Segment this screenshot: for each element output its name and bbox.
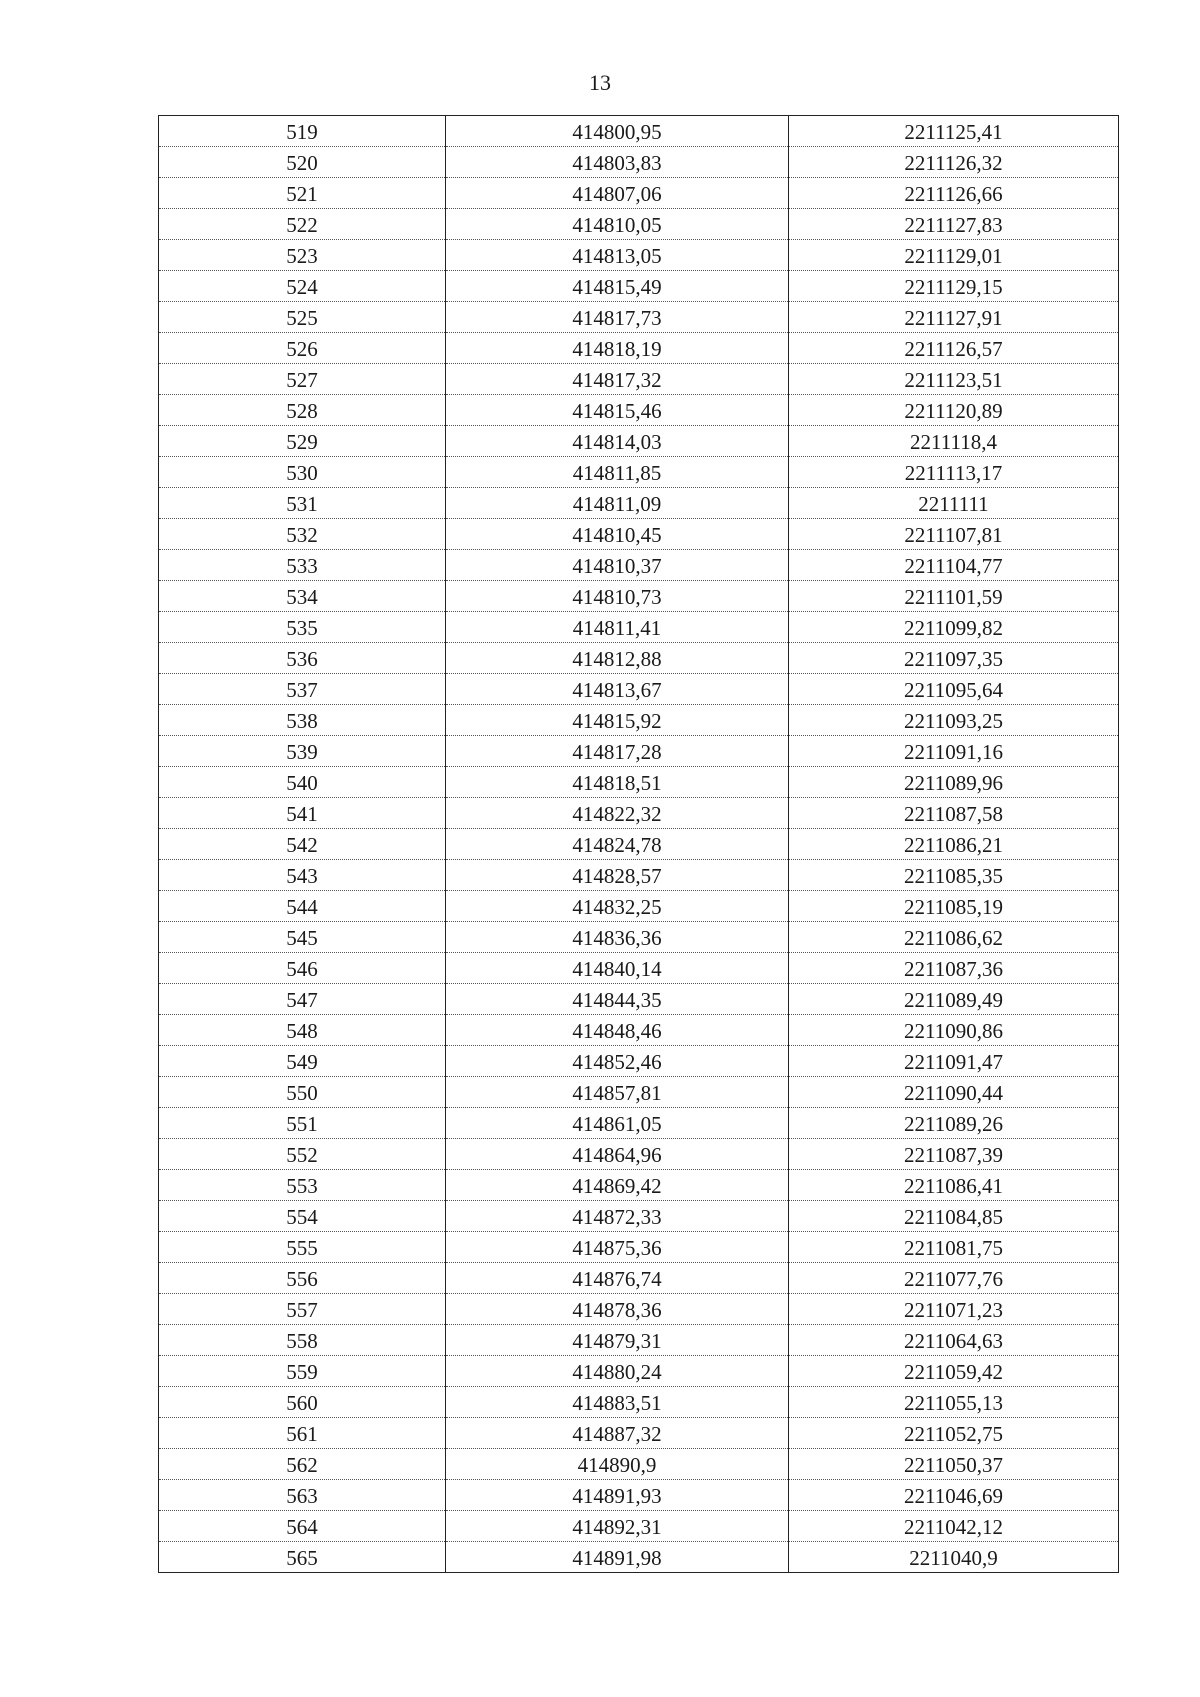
point-number-cell: 549 [159, 1046, 446, 1077]
x-coordinate-cell: 414812,88 [446, 643, 789, 674]
x-coordinate-cell: 414883,51 [446, 1387, 789, 1418]
table-row [159, 1263, 1119, 1294]
table-row [159, 1108, 1119, 1139]
x-coordinate-cell: 414832,25 [446, 891, 789, 922]
point-number-cell: 563 [159, 1480, 446, 1511]
y-coordinate-cell: 2211077,76 [789, 1263, 1119, 1294]
x-coordinate-cell: 414807,06 [446, 178, 789, 209]
point-number-cell: 557 [159, 1294, 446, 1325]
point-number-cell: 535 [159, 612, 446, 643]
table-row [159, 984, 1119, 1015]
x-coordinate-cell: 414861,05 [446, 1108, 789, 1139]
x-coordinate-cell: 414810,37 [446, 550, 789, 581]
x-coordinate-cell: 414828,57 [446, 860, 789, 891]
y-coordinate-cell: 2211127,91 [789, 302, 1119, 333]
y-coordinate-cell: 2211052,75 [789, 1418, 1119, 1449]
point-number-cell: 542 [159, 829, 446, 860]
y-coordinate-cell: 2211071,23 [789, 1294, 1119, 1325]
x-coordinate-cell: 414814,03 [446, 426, 789, 457]
y-coordinate-cell: 2211127,83 [789, 209, 1119, 240]
x-coordinate-cell: 414857,81 [446, 1077, 789, 1108]
y-coordinate-cell: 2211118,4 [789, 426, 1119, 457]
x-coordinate-cell: 414844,35 [446, 984, 789, 1015]
y-coordinate-cell: 2211129,15 [789, 271, 1119, 302]
table-row [159, 1294, 1119, 1325]
x-coordinate-cell: 414872,33 [446, 1201, 789, 1232]
y-coordinate-cell: 2211042,12 [789, 1511, 1119, 1542]
point-number-cell: 553 [159, 1170, 446, 1201]
y-coordinate-cell: 2211120,89 [789, 395, 1119, 426]
table-row [159, 1232, 1119, 1263]
y-coordinate-cell: 2211086,62 [789, 922, 1119, 953]
point-number-cell: 565 [159, 1542, 446, 1573]
table-row [159, 705, 1119, 736]
point-number-cell: 561 [159, 1418, 446, 1449]
table-row [159, 1480, 1119, 1511]
x-coordinate-cell: 414813,05 [446, 240, 789, 271]
table-row [159, 1077, 1119, 1108]
point-number-cell: 547 [159, 984, 446, 1015]
point-number-cell: 528 [159, 395, 446, 426]
table-row [159, 364, 1119, 395]
x-coordinate-cell: 414803,83 [446, 147, 789, 178]
point-number-cell: 545 [159, 922, 446, 953]
x-coordinate-cell: 414822,32 [446, 798, 789, 829]
table-row [159, 860, 1119, 891]
point-number-cell: 550 [159, 1077, 446, 1108]
table-row [159, 891, 1119, 922]
y-coordinate-cell: 2211126,32 [789, 147, 1119, 178]
y-coordinate-cell: 2211089,49 [789, 984, 1119, 1015]
point-number-cell: 552 [159, 1139, 446, 1170]
y-coordinate-cell: 2211126,66 [789, 178, 1119, 209]
table-row [159, 1356, 1119, 1387]
table-row [159, 395, 1119, 426]
x-coordinate-cell: 414824,78 [446, 829, 789, 860]
point-number-cell: 524 [159, 271, 446, 302]
table-row [159, 271, 1119, 302]
y-coordinate-cell: 2211089,96 [789, 767, 1119, 798]
x-coordinate-cell: 414817,28 [446, 736, 789, 767]
x-coordinate-cell: 414890,9 [446, 1449, 789, 1480]
y-coordinate-cell: 2211104,77 [789, 550, 1119, 581]
y-coordinate-cell: 2211111 [789, 488, 1119, 519]
y-coordinate-cell: 2211107,81 [789, 519, 1119, 550]
table-row [159, 1325, 1119, 1356]
point-number-cell: 522 [159, 209, 446, 240]
point-number-cell: 562 [159, 1449, 446, 1480]
y-coordinate-cell: 2211040,9 [789, 1542, 1119, 1573]
y-coordinate-cell: 2211087,39 [789, 1139, 1119, 1170]
y-coordinate-cell: 2211093,25 [789, 705, 1119, 736]
point-number-cell: 521 [159, 178, 446, 209]
y-coordinate-cell: 2211085,19 [789, 891, 1119, 922]
table-row [159, 1046, 1119, 1077]
coordinates-table-container [158, 115, 1118, 1573]
coordinates-table [158, 115, 1119, 1573]
table-row [159, 1139, 1119, 1170]
table-row [159, 643, 1119, 674]
x-coordinate-cell: 414811,41 [446, 612, 789, 643]
y-coordinate-cell: 2211087,36 [789, 953, 1119, 984]
table-row [159, 922, 1119, 953]
x-coordinate-cell: 414869,42 [446, 1170, 789, 1201]
y-coordinate-cell: 2211090,86 [789, 1015, 1119, 1046]
x-coordinate-cell: 414879,31 [446, 1325, 789, 1356]
point-number-cell: 559 [159, 1356, 446, 1387]
x-coordinate-cell: 414878,36 [446, 1294, 789, 1325]
x-coordinate-cell: 414836,36 [446, 922, 789, 953]
y-coordinate-cell: 2211091,47 [789, 1046, 1119, 1077]
table-row [159, 829, 1119, 860]
point-number-cell: 554 [159, 1201, 446, 1232]
x-coordinate-cell: 414891,98 [446, 1542, 789, 1573]
point-number-cell: 555 [159, 1232, 446, 1263]
point-number-cell: 543 [159, 860, 446, 891]
x-coordinate-cell: 414840,14 [446, 953, 789, 984]
x-coordinate-cell: 414848,46 [446, 1015, 789, 1046]
y-coordinate-cell: 2211086,41 [789, 1170, 1119, 1201]
table-row [159, 1201, 1119, 1232]
point-number-cell: 519 [159, 116, 446, 147]
point-number-cell: 525 [159, 302, 446, 333]
table-row [159, 426, 1119, 457]
table-row [159, 736, 1119, 767]
x-coordinate-cell: 414810,45 [446, 519, 789, 550]
y-coordinate-cell: 2211059,42 [789, 1356, 1119, 1387]
x-coordinate-cell: 414811,85 [446, 457, 789, 488]
x-coordinate-cell: 414811,09 [446, 488, 789, 519]
x-coordinate-cell: 414852,46 [446, 1046, 789, 1077]
x-coordinate-cell: 414810,05 [446, 209, 789, 240]
y-coordinate-cell: 2211081,75 [789, 1232, 1119, 1263]
y-coordinate-cell: 2211097,35 [789, 643, 1119, 674]
y-coordinate-cell: 2211046,69 [789, 1480, 1119, 1511]
table-row [159, 767, 1119, 798]
table-row [159, 147, 1119, 178]
point-number-cell: 541 [159, 798, 446, 829]
table-row [159, 519, 1119, 550]
point-number-cell: 527 [159, 364, 446, 395]
table-row [159, 674, 1119, 705]
x-coordinate-cell: 414891,93 [446, 1480, 789, 1511]
y-coordinate-cell: 2211126,57 [789, 333, 1119, 364]
y-coordinate-cell: 2211125,41 [789, 116, 1119, 147]
x-coordinate-cell: 414817,73 [446, 302, 789, 333]
table-row [159, 488, 1119, 519]
y-coordinate-cell: 2211050,37 [789, 1449, 1119, 1480]
x-coordinate-cell: 414887,32 [446, 1418, 789, 1449]
y-coordinate-cell: 2211091,16 [789, 736, 1119, 767]
table-row [159, 581, 1119, 612]
y-coordinate-cell: 2211084,85 [789, 1201, 1119, 1232]
table-row [159, 1542, 1119, 1573]
point-number-cell: 533 [159, 550, 446, 581]
point-number-cell: 546 [159, 953, 446, 984]
table-row [159, 1449, 1119, 1480]
x-coordinate-cell: 414815,92 [446, 705, 789, 736]
y-coordinate-cell: 2211085,35 [789, 860, 1119, 891]
x-coordinate-cell: 414818,19 [446, 333, 789, 364]
x-coordinate-cell: 414813,67 [446, 674, 789, 705]
point-number-cell: 523 [159, 240, 446, 271]
point-number-cell: 520 [159, 147, 446, 178]
point-number-cell: 558 [159, 1325, 446, 1356]
point-number-cell: 540 [159, 767, 446, 798]
x-coordinate-cell: 414815,46 [446, 395, 789, 426]
page-number: 13 [589, 70, 611, 95]
table-row [159, 116, 1119, 147]
y-coordinate-cell: 2211123,51 [789, 364, 1119, 395]
table-row [159, 550, 1119, 581]
point-number-cell: 531 [159, 488, 446, 519]
table-row [159, 240, 1119, 271]
point-number-cell: 526 [159, 333, 446, 364]
point-number-cell: 556 [159, 1263, 446, 1294]
point-number-cell: 532 [159, 519, 446, 550]
point-number-cell: 530 [159, 457, 446, 488]
point-number-cell: 538 [159, 705, 446, 736]
table-row [159, 953, 1119, 984]
table-row [159, 1387, 1119, 1418]
table-row [159, 333, 1119, 364]
x-coordinate-cell: 414864,96 [446, 1139, 789, 1170]
y-coordinate-cell: 2211095,64 [789, 674, 1119, 705]
y-coordinate-cell: 2211086,21 [789, 829, 1119, 860]
y-coordinate-cell: 2211101,59 [789, 581, 1119, 612]
table-row [159, 302, 1119, 333]
x-coordinate-cell: 414892,31 [446, 1511, 789, 1542]
table-row [159, 1170, 1119, 1201]
x-coordinate-cell: 414876,74 [446, 1263, 789, 1294]
table-row [159, 1418, 1119, 1449]
y-coordinate-cell: 2211099,82 [789, 612, 1119, 643]
point-number-cell: 551 [159, 1108, 446, 1139]
x-coordinate-cell: 414815,49 [446, 271, 789, 302]
point-number-cell: 544 [159, 891, 446, 922]
x-coordinate-cell: 414875,36 [446, 1232, 789, 1263]
coordinates-table-body [159, 116, 1119, 1573]
point-number-cell: 539 [159, 736, 446, 767]
y-coordinate-cell: 2211089,26 [789, 1108, 1119, 1139]
point-number-cell: 536 [159, 643, 446, 674]
table-row [159, 798, 1119, 829]
x-coordinate-cell: 414817,32 [446, 364, 789, 395]
table-row [159, 612, 1119, 643]
y-coordinate-cell: 2211055,13 [789, 1387, 1119, 1418]
point-number-cell: 560 [159, 1387, 446, 1418]
y-coordinate-cell: 2211129,01 [789, 240, 1119, 271]
point-number-cell: 537 [159, 674, 446, 705]
y-coordinate-cell: 2211087,58 [789, 798, 1119, 829]
y-coordinate-cell: 2211090,44 [789, 1077, 1119, 1108]
x-coordinate-cell: 414800,95 [446, 116, 789, 147]
x-coordinate-cell: 414818,51 [446, 767, 789, 798]
point-number-cell: 534 [159, 581, 446, 612]
x-coordinate-cell: 414810,73 [446, 581, 789, 612]
y-coordinate-cell: 2211064,63 [789, 1325, 1119, 1356]
point-number-cell: 529 [159, 426, 446, 457]
y-coordinate-cell: 2211113,17 [789, 457, 1119, 488]
table-row [159, 457, 1119, 488]
point-number-cell: 548 [159, 1015, 446, 1046]
point-number-cell: 564 [159, 1511, 446, 1542]
table-row [159, 209, 1119, 240]
x-coordinate-cell: 414880,24 [446, 1356, 789, 1387]
table-row [159, 178, 1119, 209]
table-row [159, 1511, 1119, 1542]
table-row [159, 1015, 1119, 1046]
